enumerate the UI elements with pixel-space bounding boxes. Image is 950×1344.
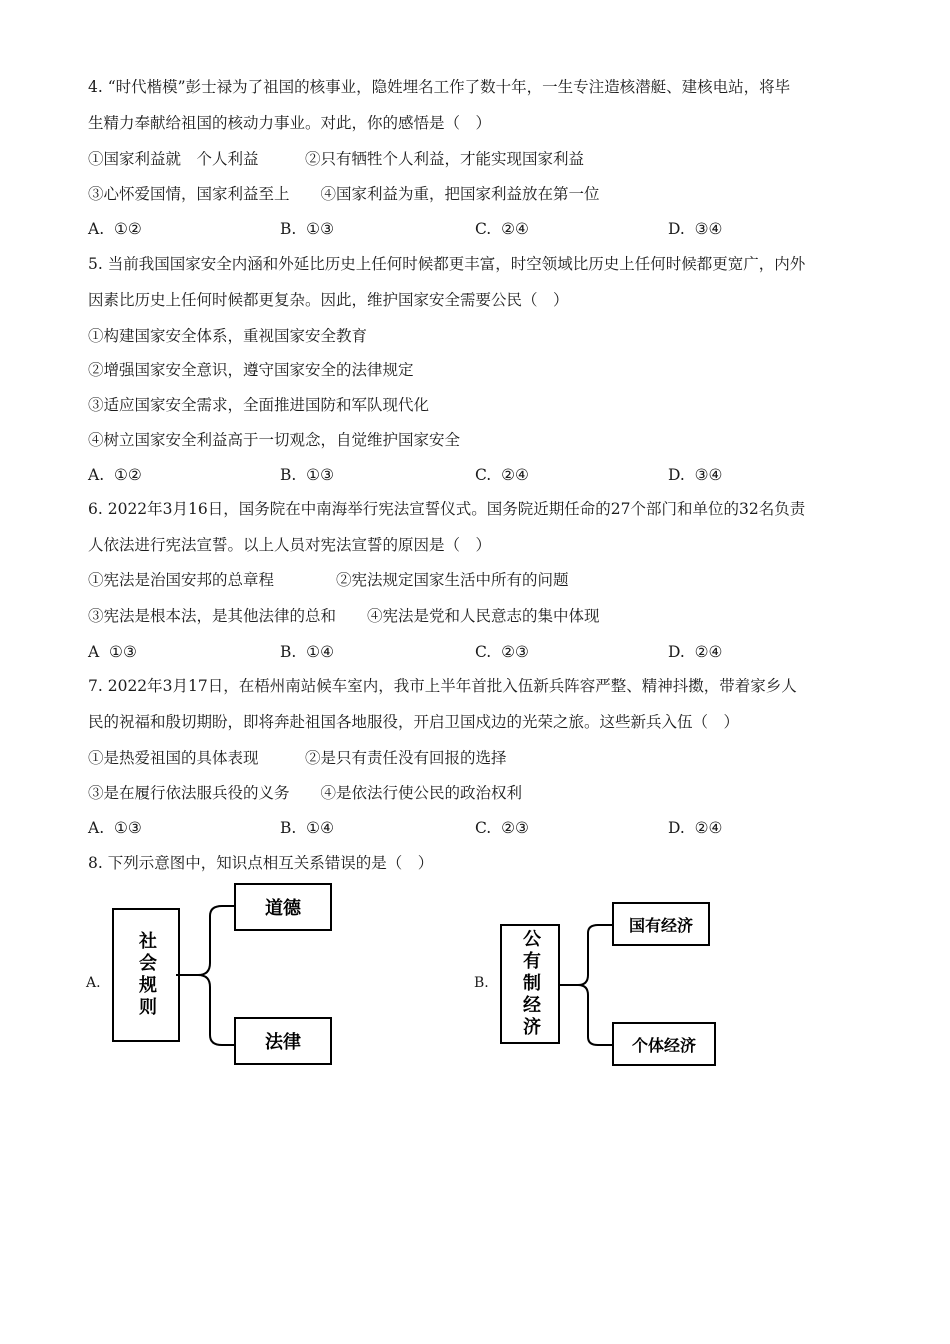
q7-option-b: B. ①④ [280, 819, 334, 837]
diagram-a-bracket [176, 898, 242, 1058]
q5-choice-3: ③适应国家安全需求，全面推进国防和军队现代化 [88, 396, 430, 414]
q6-choice-3-4: ③宪法是根本法，是其他法律的总和 ④宪法是党和人民意志的集中体现 [88, 607, 600, 625]
q6-option-c: C. ②③ [475, 643, 529, 661]
q5-choice-1: ①构建国家安全体系，重视国家安全教育 [88, 327, 368, 345]
q5-choice-4: ④树立国家安全利益高于一切观念，自觉维护国家安全 [88, 431, 461, 449]
q6-option-d: D. ②④ [668, 643, 723, 661]
q7-choice-3-4: ③是在履行依法服兵役的义务 ④是依法行使公民的政治权利 [88, 784, 523, 802]
q4-option-d: D. ③④ [668, 220, 723, 238]
diagram-b-top-box: 国有经济 [612, 902, 710, 946]
q4-option-a: A. ①② [88, 220, 142, 238]
q5-line-1: 5. 当前我国国家安全内涵和外延比历史上任何时候都更丰富，时空领域比历史上任何时候都更宽广，内外 [88, 255, 806, 273]
diagram-b-bracket [558, 915, 618, 1055]
q8-line-1: 8. 下列示意图中，知识点相互关系错误的是（ ） [88, 854, 434, 872]
diagram-a-top-box: 道德 [234, 883, 332, 931]
q6-line-2: 人依法进行宪法宣誓。以上人员对宪法宣誓的原因是（ ） [88, 536, 492, 554]
q5-option-d: D. ③④ [668, 466, 723, 484]
q7-option-d: D. ②④ [668, 819, 723, 837]
q4-choice-3-4: ③心怀爱国情，国家利益至上 ④国家利益为重，把国家利益放在第一位 [88, 185, 600, 203]
q5-option-b: B. ①③ [280, 466, 334, 484]
q4-line-1: 4. “时代楷模”彭士禄为了祖国的核事业，隐姓埋名工作了数十年，一生专注造核潜艇、建核电站，将毕 [88, 78, 791, 96]
q6-option-a: A ①③ [88, 643, 137, 661]
q4-option-b: B. ①③ [280, 220, 334, 238]
q5-line-2: 因素比历史上任何时候都更复杂。因此，维护国家安全需要公民（ ） [88, 291, 569, 309]
q4-line-2: 生精力奉献给祖国的核动力事业。对此，你的感悟是（ ） [88, 114, 492, 132]
diagram-b-bottom-box: 个体经济 [612, 1022, 716, 1066]
q6-option-b: B. ①④ [280, 643, 334, 661]
q7-option-a: A. ①③ [88, 819, 142, 837]
q7-line-2: 民的祝福和殷切期盼，即将奔赴祖国各地服役，开启卫国戍边的光荣之旅。这些新兵入伍（ ） [88, 713, 740, 731]
diagram-a-root-box: 社会规则 [112, 908, 180, 1042]
q5-option-a: A. ①② [88, 466, 142, 484]
q7-choice-1-2: ①是热爱祖国的具体表现 ②是只有责任没有回报的选择 [88, 749, 507, 767]
q4-choice-1-2: ①国家利益就 个人利益 ②只有牺牲个人利益，才能实现国家利益 [88, 150, 585, 168]
q5-option-c: C. ②④ [475, 466, 529, 484]
q5-choice-2: ②增强国家安全意识，遵守国家安全的法律规定 [88, 361, 414, 379]
diagram-b-root-box: 公有制经济 [500, 924, 560, 1044]
q6-choice-1-2: ①宪法是治国安邦的总章程 ②宪法规定国家生活中所有的问题 [88, 571, 569, 589]
q7-line-1: 7. 2022年3月17日，在梧州南站候车室内，我市上半年首批入伍新兵阵容严整、精神抖擞，带着家乡人 [88, 677, 797, 695]
q4-option-c: C. ②④ [475, 220, 529, 238]
diagram-a-bottom-box: 法律 [234, 1017, 332, 1065]
diagram-b-label: B. [474, 975, 489, 991]
diagram-a-label: A. [86, 975, 101, 991]
q6-line-1: 6. 2022年3月16日，国务院在中南海举行宪法宣誓仪式。国务院近期任命的27个部门和单位的32名负责 [88, 500, 806, 518]
q7-option-c: C. ②③ [475, 819, 529, 837]
